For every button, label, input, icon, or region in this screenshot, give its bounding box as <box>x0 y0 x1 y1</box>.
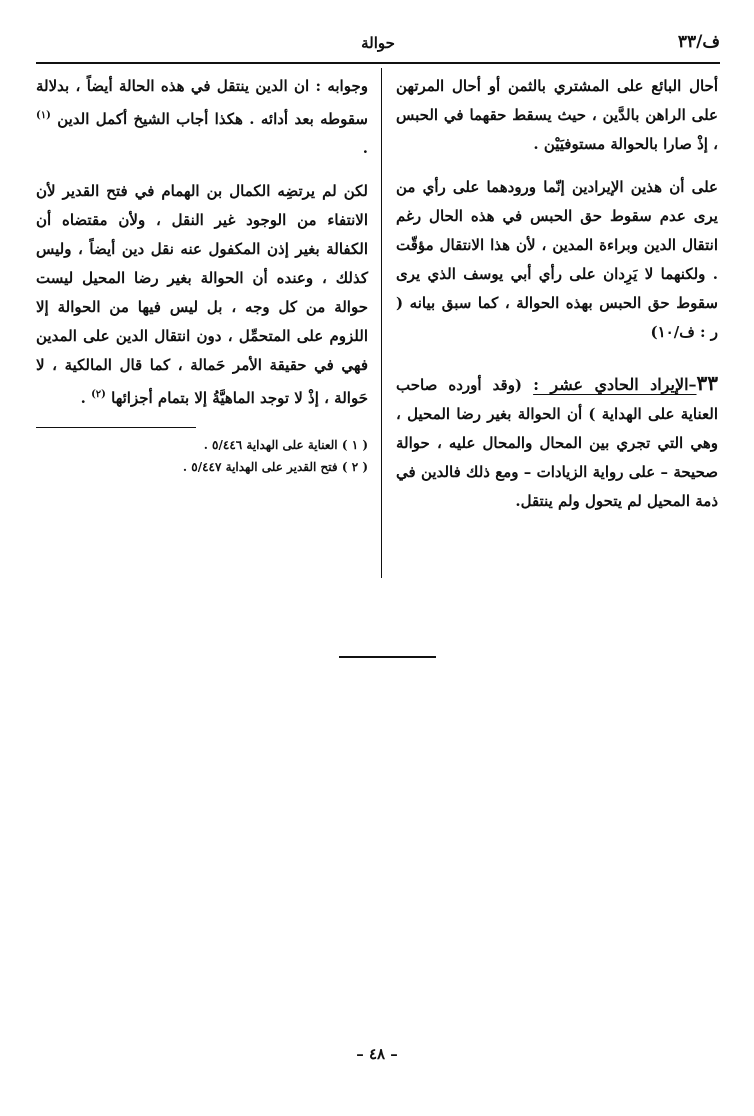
section-end-rule <box>339 656 436 658</box>
item-title: –الإيراد الحادي عشر : <box>533 375 697 394</box>
item-number: ٣٣ <box>696 371 718 395</box>
running-title: حوالة <box>361 34 395 52</box>
right-column <box>396 72 718 516</box>
footnote-ref: (٢) <box>91 389 106 400</box>
section-reference: ف/٣٣ <box>677 32 720 52</box>
column-divider <box>381 68 382 578</box>
paragraph: على أن هذين الإيرادين إنّما ورودهما على رأي من يرى عدم سقوط حق الحبس في هذه الحال رغم انتقال الدين وبراءة المدين ، لأن هذا الانتقال مؤقّت . ولكنهما لا يَرِدان على رأي أبي يوسف الذي يرى سقوط حق الحبس بهذه الحوالة ، كما سبق بيانه ( ر : ف/١٠) <box>396 178 718 341</box>
paragraph: أحال البائع على المشتري بالثمن أو أحال المرتهن على الراهن بالدَّين ، حيث يسقط حقهما في الحبس ، إذْ صارا بالحوالة مستوفيَيْن . <box>396 77 718 153</box>
page-header <box>36 22 720 62</box>
numbered-item <box>396 369 718 516</box>
paragraph: لكن لم يرتضِه الكمال بن الهمام في فتح القدير لأن الانتفاء من الوجود غير النقل ، ولأن مقتضاه أن الكفالة بغير إذن المكفول عنه نقل دين أيضاً ، وليس كذلك ، وعنده أن الحوالة بغير رضا المحيل ليست حوالة من كل وجه ، بل ليس فيها من الحوالة إلا اللزوم على المتحمِّل ، دون انتقال الدين على المدين فهي في حقيقة الأمر حَمالة ، كما قال المالكية ، لا حَوالة ، إذْ لا توجد الماهيَّةُ إلا بتمام أجزائها $^{(٢)}$ . <box>36 182 368 407</box>
footnote: ( ١ ) العناية على الهداية ٥/٤٤٦ . <box>203 438 368 452</box>
left-column <box>36 72 368 478</box>
footnotes <box>36 434 368 478</box>
footnote-ref: (١) <box>36 110 51 121</box>
footnote-rule <box>36 427 196 428</box>
header-rule <box>36 62 720 64</box>
page-number: – ٤٨ – <box>356 1045 398 1063</box>
footnote: ( ٢ ) فتح القدير على الهداية ٥/٤٤٧ . <box>182 460 368 474</box>
item-body: (وقد أورده صاحب العناية على الهداية ) أن الحوالة بغير رضا المحيل ، وهي التي تجري بين المحال والمحال عليه ، حوالة صحيحة – على رواية الزيادات – ومع ذلك فالدين في ذمة المحيل لم يتحول ولم ينتقل. <box>396 376 718 510</box>
paragraph: وجوابه : ان الدين ينتقل في هذه الحالة أيضاً ، بدلالة سقوطه بعد أدائه . هكذا أجاب الشيخ أكمل الدين $^{(١)}$ . <box>36 77 368 157</box>
